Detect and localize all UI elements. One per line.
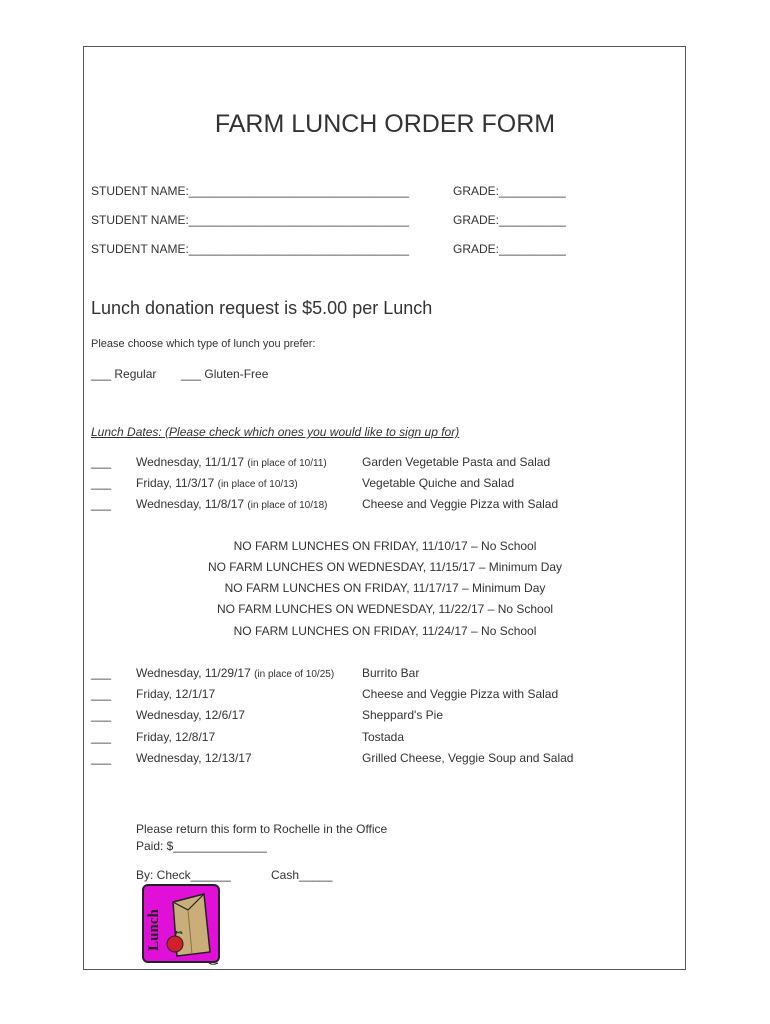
no-lunch-notice: NO FARM LUNCHES ON FRIDAY, 11/24/17 – No School — [233, 624, 537, 638]
date-text: Wednesday, 11/1/17 — [136, 455, 245, 469]
return-note: Please return this form to Rochelle in the Office — [136, 822, 388, 836]
date-text: Friday, 12/1/17 — [136, 687, 216, 701]
date-checkbox[interactable]: ___ — [91, 455, 112, 469]
check-field[interactable]: By: Check______ — [136, 868, 231, 882]
date-text: Friday, 12/8/17 — [136, 730, 216, 744]
date-checkbox[interactable]: ___ — [91, 708, 112, 722]
meal-text: Tostada — [362, 730, 405, 744]
date-entry — [136, 497, 327, 511]
lunch-bag-icon — [140, 882, 224, 968]
date-checkbox[interactable]: ___ — [91, 730, 112, 744]
meal-text: Cheese and Veggie Pizza with Salad — [362, 497, 559, 511]
donation-heading: Lunch donation request is $5.00 per Lunch — [91, 298, 433, 318]
choose-prompt: Please choose which type of lunch you prefer: — [91, 338, 316, 350]
date-checkbox[interactable]: ___ — [91, 687, 112, 701]
date-note: (in place of 10/18) — [247, 500, 328, 511]
date-checkbox[interactable]: ___ — [91, 497, 112, 511]
no-lunch-notice: NO FARM LUNCHES ON FRIDAY, 11/10/17 – No School — [233, 539, 537, 553]
date-text: Wednesday, 11/8/17 — [136, 497, 245, 511]
student-name-line-2[interactable]: STUDENT NAME:_________________________________ — [91, 213, 410, 227]
no-lunch-notice: NO FARM LUNCHES ON WEDNESDAY, 11/15/17 – Minimum Day — [207, 560, 563, 574]
gluten-free-option[interactable]: ___ Gluten-Free — [181, 367, 269, 381]
meal-text: Garden Vegetable Pasta and Salad — [362, 455, 551, 469]
date-text: Wednesday, 11/29/17 — [136, 666, 251, 680]
date-entry — [136, 666, 334, 680]
form-title: FARM LUNCH ORDER FORM — [214, 110, 556, 138]
no-lunch-notice: NO FARM LUNCHES ON WEDNESDAY, 11/22/17 – No School — [216, 602, 554, 616]
meal-text: Cheese and Veggie Pizza with Salad — [362, 687, 559, 701]
cash-field[interactable]: Cash_____ — [271, 868, 333, 882]
no-lunch-notice: NO FARM LUNCHES ON FRIDAY, 11/17/17 – Minimum Day — [224, 581, 546, 595]
date-entry — [136, 476, 298, 490]
date-text: Friday, 11/3/17 — [136, 476, 215, 490]
meal-text: Grilled Cheese, Veggie Soup and Salad — [362, 751, 574, 765]
student-name-line-3[interactable]: STUDENT NAME:_________________________________ — [91, 242, 410, 256]
date-text: Wednesday, 12/6/17 — [136, 708, 245, 722]
date-note: (in place of 10/11) — [247, 458, 327, 469]
paid-field[interactable]: Paid: $______________ — [136, 839, 267, 853]
date-checkbox[interactable]: ___ — [91, 751, 112, 765]
meal-text: Burrito Bar — [362, 666, 420, 680]
student-name-line-1[interactable]: STUDENT NAME:_________________________________ — [91, 184, 410, 198]
meal-text: Sheppard's Pie — [362, 708, 444, 722]
date-note: (in place of 10/13) — [217, 479, 298, 490]
grade-line-3[interactable]: GRADE:__________ — [453, 242, 566, 256]
date-note: (in place of 10/25) — [254, 669, 335, 680]
date-checkbox[interactable]: ___ — [91, 666, 112, 680]
meal-text: Vegetable Quiche and Salad — [362, 476, 515, 490]
regular-option[interactable]: ___ Regular — [91, 367, 157, 381]
grade-line-2[interactable]: GRADE:__________ — [453, 213, 566, 227]
logo-text: Lunch — [146, 909, 162, 951]
date-text: Wednesday, 12/13/17 — [136, 751, 252, 765]
date-checkbox[interactable]: ___ — [91, 476, 112, 490]
grade-line-1[interactable]: GRADE:__________ — [453, 184, 566, 198]
lunch-dates-heading: Lunch Dates: (Please check which ones you would like to sign up for) — [91, 425, 460, 439]
date-entry — [136, 455, 327, 469]
